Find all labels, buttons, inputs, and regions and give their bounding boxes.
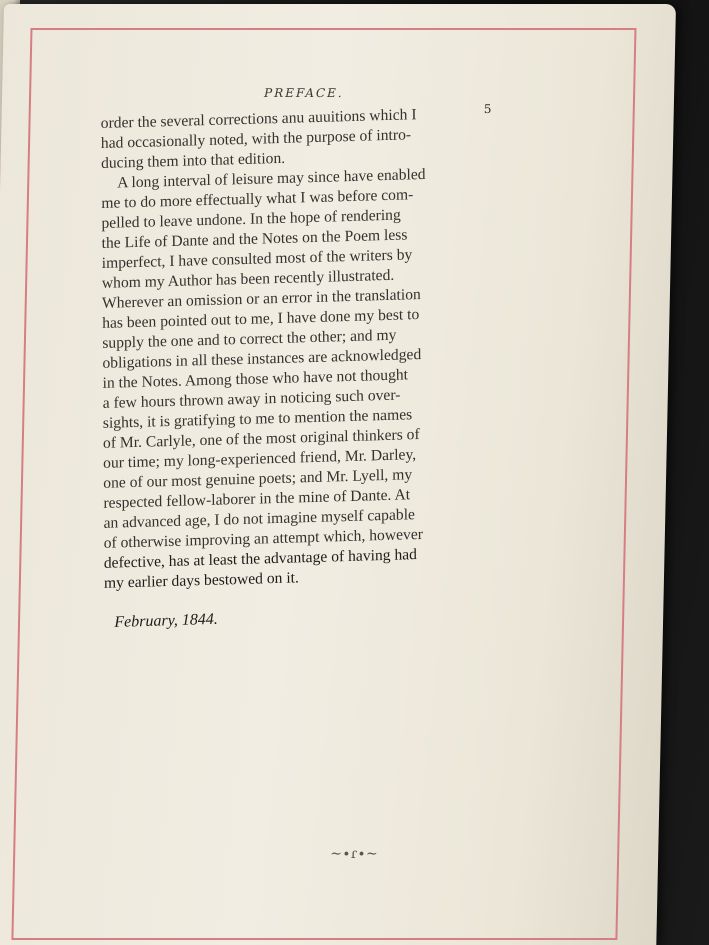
text-line: order the several corrections anu auuitions which I	[100, 106, 417, 132]
text-line: ducing them into that edition.	[100, 149, 286, 172]
text-line: me to do more effectually what I was before com-	[101, 186, 414, 212]
text-line: Wherever an omission or an error in the translation	[101, 286, 421, 312]
text-line: sights, it is gratifying to me to mention the names	[102, 406, 413, 432]
tailpiece-ornament: ~∙ɾ∙~	[330, 846, 379, 862]
text-line: pelled to leave undone. In the hope of rendering	[101, 206, 401, 232]
text-line: has been pointed out to me, I have done my best to	[102, 306, 420, 332]
text-line: had occasionally noted, with the purpose of intro-	[100, 126, 412, 152]
text-line: whom my Author has been recently illustrated.	[101, 266, 395, 292]
book-page	[0, 4, 676, 945]
page-number: 5	[483, 102, 492, 116]
text-line: in the Notes. Among those who have not thought	[102, 366, 409, 392]
text-line: defective, has at least the advantage of having had	[103, 546, 418, 572]
text-line: an advanced age, I do not imagine myself capable	[103, 506, 415, 532]
text-line: A long interval of leisure may since have enabled	[117, 165, 426, 192]
text-line: respected fellow-laborer in the mine of Dante. At	[103, 486, 411, 512]
text-line: one of our most genuine poets; and Mr. Lyell, my	[103, 466, 413, 492]
text-line: supply the one and to correct the other; and my	[102, 326, 397, 352]
text-line: a few hours thrown away in noticing such over-	[102, 386, 401, 412]
running-head: PREFACE.	[263, 86, 344, 100]
preface-text	[101, 102, 544, 594]
text-line: my earlier days bestowed on it.	[103, 569, 299, 592]
text-line: the Life of Dante and the Notes on the Poem less	[101, 226, 408, 252]
text-line: of Mr. Carlyle, one of the most original thinkers of	[102, 426, 420, 452]
text-line: of otherwise improving an attempt which, however	[103, 525, 423, 552]
text-line: imperfect, I have consulted most of the writers by	[101, 246, 413, 272]
text-line: our time; my long-experienced friend, Mr. Darley,	[103, 446, 417, 472]
text-line: obligations in all these instances are acknowledged	[102, 346, 422, 372]
date-signature: February, 1844.	[114, 610, 218, 631]
